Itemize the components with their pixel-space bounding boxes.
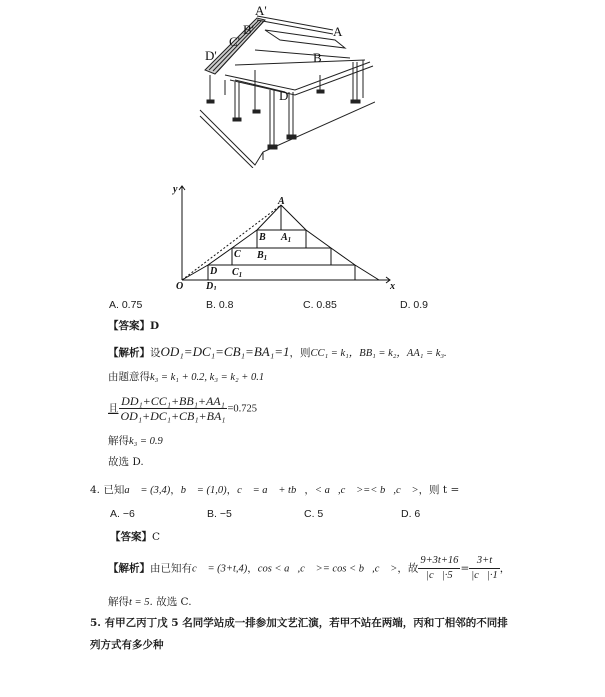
roof-profile-diagram: [168, 180, 400, 290]
q3-analysis-solve: 解得k₃ = 0.9: [108, 435, 163, 447]
q3-analysis-line3: 且 $\frac{\text{DD₁+CC₁+BB₁+AA₁}}{\text{OD₁+DC₁+CB₁+BA₁}}$ =0.725: [108, 394, 258, 423]
q4-option-d: D. 6: [401, 508, 421, 520]
q3-option-a: A. 0.75: [109, 299, 143, 311]
q4-solve: 解得t = 5. 故选 C.: [108, 596, 192, 608]
answer-value: D: [150, 320, 160, 332]
q5-stem-line2: 列方式有多少种: [90, 639, 164, 651]
q3-analysis-line2: 由题意得k₃ = k₁ + 0.2, k₃ = k₂ + 0.1: [108, 371, 265, 383]
q4-analysis: 【解析】由已知有c⃗ = (3+t,4)，cos < a⃗,c⃗ >= cos < b⃗,c⃗ >，故 $\frac{9+3t+16}{|c⃗|\cdot 5}$ = $\frac{3+t}{|c⃗|\cdot 1}$ ，: [108, 555, 511, 581]
svg-text:D': D': [205, 48, 217, 63]
building-illustration: [195, 0, 375, 168]
svg-text:A1: $A_1$: [281, 232, 292, 244]
svg-text:O: O: [176, 281, 184, 290]
q3-option-b: B. 0.8: [206, 299, 234, 311]
q4-answer: 【答案】C: [110, 531, 161, 543]
svg-text:C': C': [229, 34, 241, 49]
svg-text:D1: $D_1$: [206, 281, 217, 290]
q3-option-c: C. 0.85: [303, 299, 337, 311]
svg-text:C: C: [234, 249, 241, 260]
q3-option-d: D. 0.9: [400, 299, 429, 311]
q4-option-b: B. −5: [207, 508, 232, 520]
svg-text:D: D: [279, 88, 289, 103]
svg-text:y: y: [173, 184, 178, 195]
svg-text:A: A: [278, 196, 285, 207]
q4-stem: 4. 已知a⃗ = (3,4)，b⃗ = (1,0)，c⃗ = a⃗ + tb⃗，< a⃗,c⃗ >=< b⃗,c⃗ >，则 t =: [90, 484, 460, 496]
q5-stem-line1: 5. 有甲乙丙丁戊 5 名同学站成一排参加文艺汇演，若甲不站在两端，丙和丁相邻的不同排: [90, 617, 508, 629]
svg-text:C1: $C_1$: [232, 267, 243, 279]
svg-text:B1: $B_1$: [257, 250, 268, 262]
q3-conclusion: 故选 D.: [108, 456, 144, 468]
svg-text:B: B: [259, 232, 266, 243]
q4-option-a: A. −6: [110, 508, 135, 520]
q3-answer: [108, 319, 159, 333]
svg-text:A': A': [255, 3, 267, 18]
svg-text:A: A: [333, 24, 343, 39]
svg-text:D: D: [210, 266, 218, 277]
svg-text:x: x: [390, 281, 395, 290]
q3-analysis-line1: 【解析】设OD₁=DC₁=CB₁=BA₁=1，则CC₁ = k₁，BB₁ = k₂，AA₁ = k₃.: [108, 344, 447, 359]
answer-label: 【答案】: [108, 320, 150, 332]
svg-text:B: B: [313, 50, 322, 65]
svg-text:B': B': [243, 22, 255, 37]
q4-option-c: C. 5: [304, 508, 324, 520]
